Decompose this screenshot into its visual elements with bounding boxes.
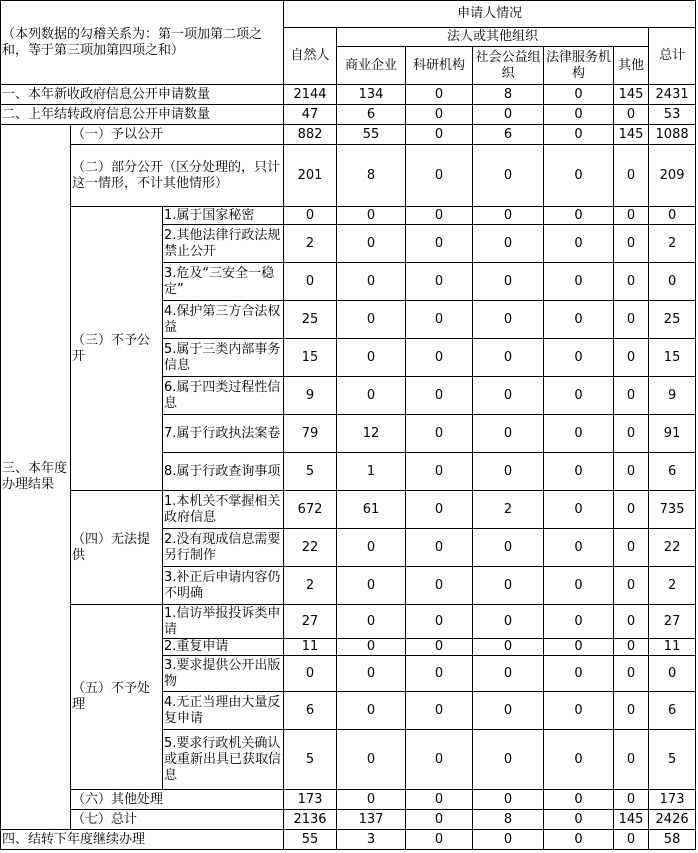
value-cell: 2431 <box>649 85 696 105</box>
value-cell: 0 <box>473 692 544 730</box>
value-cell: 5 <box>649 730 696 790</box>
value-cell: 0 <box>614 491 649 529</box>
value-cell: 0 <box>614 377 649 415</box>
row-label: 1.本机关不掌握相关政府信息 <box>163 491 284 529</box>
value-cell: 15 <box>649 339 696 377</box>
value-cell: 0 <box>544 207 614 225</box>
header-note: （本列数据的勾稽关系为：第一项加第二项之和，等于第三项加第四项之和） <box>1 1 284 85</box>
value-cell: 0 <box>406 830 473 850</box>
value-cell: 0 <box>544 85 614 105</box>
value-cell: 0 <box>473 453 544 491</box>
value-cell: 0 <box>544 639 614 656</box>
table-row <box>1 85 696 105</box>
value-cell: 11 <box>284 639 337 656</box>
value-cell: 0 <box>649 207 696 225</box>
value-cell: 0 <box>406 605 473 639</box>
row-label: 一、本年新收政府信息公开申请数量 <box>1 85 284 105</box>
row-label: 3.补正后申请内容仍不明确 <box>163 567 284 605</box>
row-label: 5.属于三类内部事务信息 <box>163 339 284 377</box>
value-cell: 0 <box>406 301 473 339</box>
value-cell: 25 <box>284 301 337 339</box>
value-cell: 6 <box>337 105 406 125</box>
value-cell: 0 <box>544 656 614 692</box>
value-cell: 0 <box>337 301 406 339</box>
table-row <box>1 125 696 145</box>
value-cell: 0 <box>337 339 406 377</box>
value-cell: 0 <box>614 605 649 639</box>
header-legal-entity: 法人或其他组织 <box>337 28 649 47</box>
value-cell: 0 <box>649 656 696 692</box>
value-cell: 0 <box>614 453 649 491</box>
group-not-processed-label: （五）不予处理 <box>71 605 163 790</box>
value-cell: 0 <box>337 529 406 567</box>
value-cell: 0 <box>614 415 649 453</box>
value-cell: 0 <box>544 730 614 790</box>
value-cell: 0 <box>473 105 544 125</box>
value-cell: 0 <box>473 790 544 810</box>
value-cell: 137 <box>337 810 406 830</box>
value-cell: 0 <box>406 810 473 830</box>
value-cell: 79 <box>284 415 337 453</box>
value-cell: 9 <box>649 377 696 415</box>
value-cell: 882 <box>284 125 337 145</box>
value-cell: 2 <box>284 567 337 605</box>
value-cell: 0 <box>473 339 544 377</box>
value-cell: 0 <box>473 377 544 415</box>
value-cell: 0 <box>406 656 473 692</box>
group-cannot-provide-label: （四）无法提供 <box>71 491 163 605</box>
value-cell: 0 <box>614 730 649 790</box>
value-cell: 2 <box>649 225 696 263</box>
value-cell: 145 <box>614 810 649 830</box>
value-cell: 0 <box>406 491 473 529</box>
value-cell: 0 <box>473 207 544 225</box>
value-cell: 0 <box>406 145 473 207</box>
value-cell: 0 <box>614 529 649 567</box>
value-cell: 0 <box>473 263 544 301</box>
value-cell: 2 <box>284 225 337 263</box>
value-cell: 5 <box>284 453 337 491</box>
value-cell: 0 <box>406 730 473 790</box>
value-cell: 0 <box>649 263 696 301</box>
value-cell: 0 <box>614 225 649 263</box>
section3-label: 三、本年度办理结果 <box>1 125 71 830</box>
value-cell: 8 <box>473 810 544 830</box>
value-cell: 0 <box>284 263 337 301</box>
value-cell: 58 <box>649 830 696 850</box>
header-total: 总计 <box>649 28 696 85</box>
table-row <box>1 207 696 225</box>
value-cell: 0 <box>544 810 614 830</box>
value-cell: 0 <box>544 790 614 810</box>
value-cell: 672 <box>284 491 337 529</box>
value-cell: 6 <box>649 453 696 491</box>
value-cell: 12 <box>337 415 406 453</box>
value-cell: 0 <box>614 567 649 605</box>
value-cell: 0 <box>337 692 406 730</box>
value-cell: 0 <box>406 692 473 730</box>
value-cell: 0 <box>544 105 614 125</box>
value-cell: 0 <box>544 453 614 491</box>
value-cell: 53 <box>649 105 696 125</box>
value-cell: 0 <box>614 656 649 692</box>
value-cell: 0 <box>406 85 473 105</box>
value-cell: 0 <box>337 639 406 656</box>
header-other: 其他 <box>614 47 649 85</box>
value-cell: 9 <box>284 377 337 415</box>
row-label: （六）其他处理 <box>71 790 284 810</box>
value-cell: 0 <box>614 790 649 810</box>
value-cell: 0 <box>406 125 473 145</box>
group-not-disclosed-label: （三）不予公开 <box>71 207 163 491</box>
value-cell: 0 <box>614 145 649 207</box>
header-natural-person: 自然人 <box>284 28 337 85</box>
table-row <box>1 145 696 207</box>
table-row <box>1 105 696 125</box>
value-cell: 0 <box>473 830 544 850</box>
value-cell: 0 <box>337 263 406 301</box>
value-cell: 2136 <box>284 810 337 830</box>
value-cell: 3 <box>337 830 406 850</box>
header-commercial: 商业企业 <box>337 47 406 85</box>
row-label: 四、结转下年度继续办理 <box>1 830 284 850</box>
row-label: 8.属于行政查询事项 <box>163 453 284 491</box>
value-cell: 0 <box>544 263 614 301</box>
value-cell: 27 <box>284 605 337 639</box>
value-cell: 0 <box>337 567 406 605</box>
value-cell: 0 <box>406 529 473 567</box>
value-cell: 0 <box>544 125 614 145</box>
value-cell: 27 <box>649 605 696 639</box>
value-cell: 0 <box>544 301 614 339</box>
value-cell: 1 <box>337 453 406 491</box>
value-cell: 0 <box>544 145 614 207</box>
row-label: 3.要求提供公开出版物 <box>163 656 284 692</box>
row-label: 2.其他法律行政法规禁止公开 <box>163 225 284 263</box>
value-cell: 0 <box>614 301 649 339</box>
value-cell: 0 <box>614 263 649 301</box>
value-cell: 0 <box>337 605 406 639</box>
value-cell: 0 <box>473 639 544 656</box>
value-cell: 735 <box>649 491 696 529</box>
value-cell: 0 <box>614 105 649 125</box>
value-cell: 0 <box>406 377 473 415</box>
value-cell: 201 <box>284 145 337 207</box>
value-cell: 0 <box>614 692 649 730</box>
table-row <box>1 810 696 830</box>
header-applicant: 申请人情况 <box>284 1 696 28</box>
value-cell: 0 <box>544 339 614 377</box>
value-cell: 0 <box>473 415 544 453</box>
value-cell: 0 <box>284 656 337 692</box>
value-cell: 0 <box>406 207 473 225</box>
value-cell: 134 <box>337 85 406 105</box>
value-cell: 0 <box>406 639 473 656</box>
row-label: （二）部分公开（区分处理的，只计这一情形，不计其他情形） <box>71 145 284 207</box>
value-cell: 0 <box>544 529 614 567</box>
row-label: 2.重复申请 <box>163 639 284 656</box>
value-cell: 0 <box>614 639 649 656</box>
row-label: 4.保护第三方合法权益 <box>163 301 284 339</box>
value-cell: 0 <box>614 830 649 850</box>
row-label: 3.危及“三安全一稳定” <box>163 263 284 301</box>
value-cell: 0 <box>337 790 406 810</box>
value-cell: 145 <box>614 125 649 145</box>
value-cell: 0 <box>406 225 473 263</box>
header-social: 社会公益组织 <box>473 47 544 85</box>
value-cell: 91 <box>649 415 696 453</box>
row-label: （一）予以公开 <box>71 125 284 145</box>
value-cell: 1088 <box>649 125 696 145</box>
value-cell: 0 <box>473 656 544 692</box>
value-cell: 61 <box>337 491 406 529</box>
value-cell: 0 <box>473 529 544 567</box>
value-cell: 5 <box>284 730 337 790</box>
value-cell: 0 <box>337 377 406 415</box>
row-label: 6.属于四类过程性信息 <box>163 377 284 415</box>
row-label: 4.无正当理由大量反复申请 <box>163 692 284 730</box>
value-cell: 0 <box>473 145 544 207</box>
value-cell: 0 <box>406 263 473 301</box>
value-cell: 0 <box>473 567 544 605</box>
value-cell: 0 <box>544 567 614 605</box>
value-cell: 0 <box>406 339 473 377</box>
value-cell: 173 <box>649 790 696 810</box>
value-cell: 0 <box>473 730 544 790</box>
value-cell: 0 <box>544 415 614 453</box>
table-row <box>1 605 696 639</box>
value-cell: 22 <box>284 529 337 567</box>
value-cell: 145 <box>614 85 649 105</box>
row-label: （七）总计 <box>71 810 284 830</box>
value-cell: 0 <box>544 692 614 730</box>
value-cell: 0 <box>406 790 473 810</box>
value-cell: 15 <box>284 339 337 377</box>
value-cell: 0 <box>406 415 473 453</box>
value-cell: 22 <box>649 529 696 567</box>
value-cell: 8 <box>337 145 406 207</box>
value-cell: 6 <box>649 692 696 730</box>
value-cell: 8 <box>473 85 544 105</box>
row-label: 1.信访举报投诉类申请 <box>163 605 284 639</box>
row-label: 7.属于行政执法案卷 <box>163 415 284 453</box>
value-cell: 0 <box>544 830 614 850</box>
table-row <box>1 830 696 850</box>
value-cell: 0 <box>544 377 614 415</box>
value-cell: 0 <box>473 605 544 639</box>
value-cell: 0 <box>337 225 406 263</box>
value-cell: 2 <box>473 491 544 529</box>
value-cell: 209 <box>649 145 696 207</box>
table-row <box>1 790 696 810</box>
table-row <box>1 491 696 529</box>
value-cell: 0 <box>544 605 614 639</box>
value-cell: 2426 <box>649 810 696 830</box>
row-label: 5.要求行政机关确认或重新出具已获取信息 <box>163 730 284 790</box>
value-cell: 55 <box>337 125 406 145</box>
value-cell: 6 <box>284 692 337 730</box>
value-cell: 0 <box>614 207 649 225</box>
value-cell: 0 <box>544 491 614 529</box>
value-cell: 11 <box>649 639 696 656</box>
value-cell: 0 <box>406 453 473 491</box>
value-cell: 0 <box>406 105 473 125</box>
value-cell: 0 <box>406 567 473 605</box>
value-cell: 47 <box>284 105 337 125</box>
header-legal-service: 法律服务机构 <box>544 47 614 85</box>
value-cell: 173 <box>284 790 337 810</box>
value-cell: 0 <box>337 730 406 790</box>
row-label: 二、上年结转政府信息公开申请数量 <box>1 105 284 125</box>
header-research: 科研机构 <box>406 47 473 85</box>
value-cell: 55 <box>284 830 337 850</box>
row-label: 2.没有现成信息需要另行制作 <box>163 529 284 567</box>
value-cell: 0 <box>473 301 544 339</box>
value-cell: 25 <box>649 301 696 339</box>
value-cell: 0 <box>473 225 544 263</box>
value-cell: 6 <box>473 125 544 145</box>
value-cell: 0 <box>544 225 614 263</box>
value-cell: 2144 <box>284 85 337 105</box>
value-cell: 0 <box>337 207 406 225</box>
value-cell: 2 <box>649 567 696 605</box>
value-cell: 0 <box>337 656 406 692</box>
value-cell: 0 <box>614 339 649 377</box>
value-cell: 0 <box>284 207 337 225</box>
row-label: 1.属于国家秘密 <box>163 207 284 225</box>
